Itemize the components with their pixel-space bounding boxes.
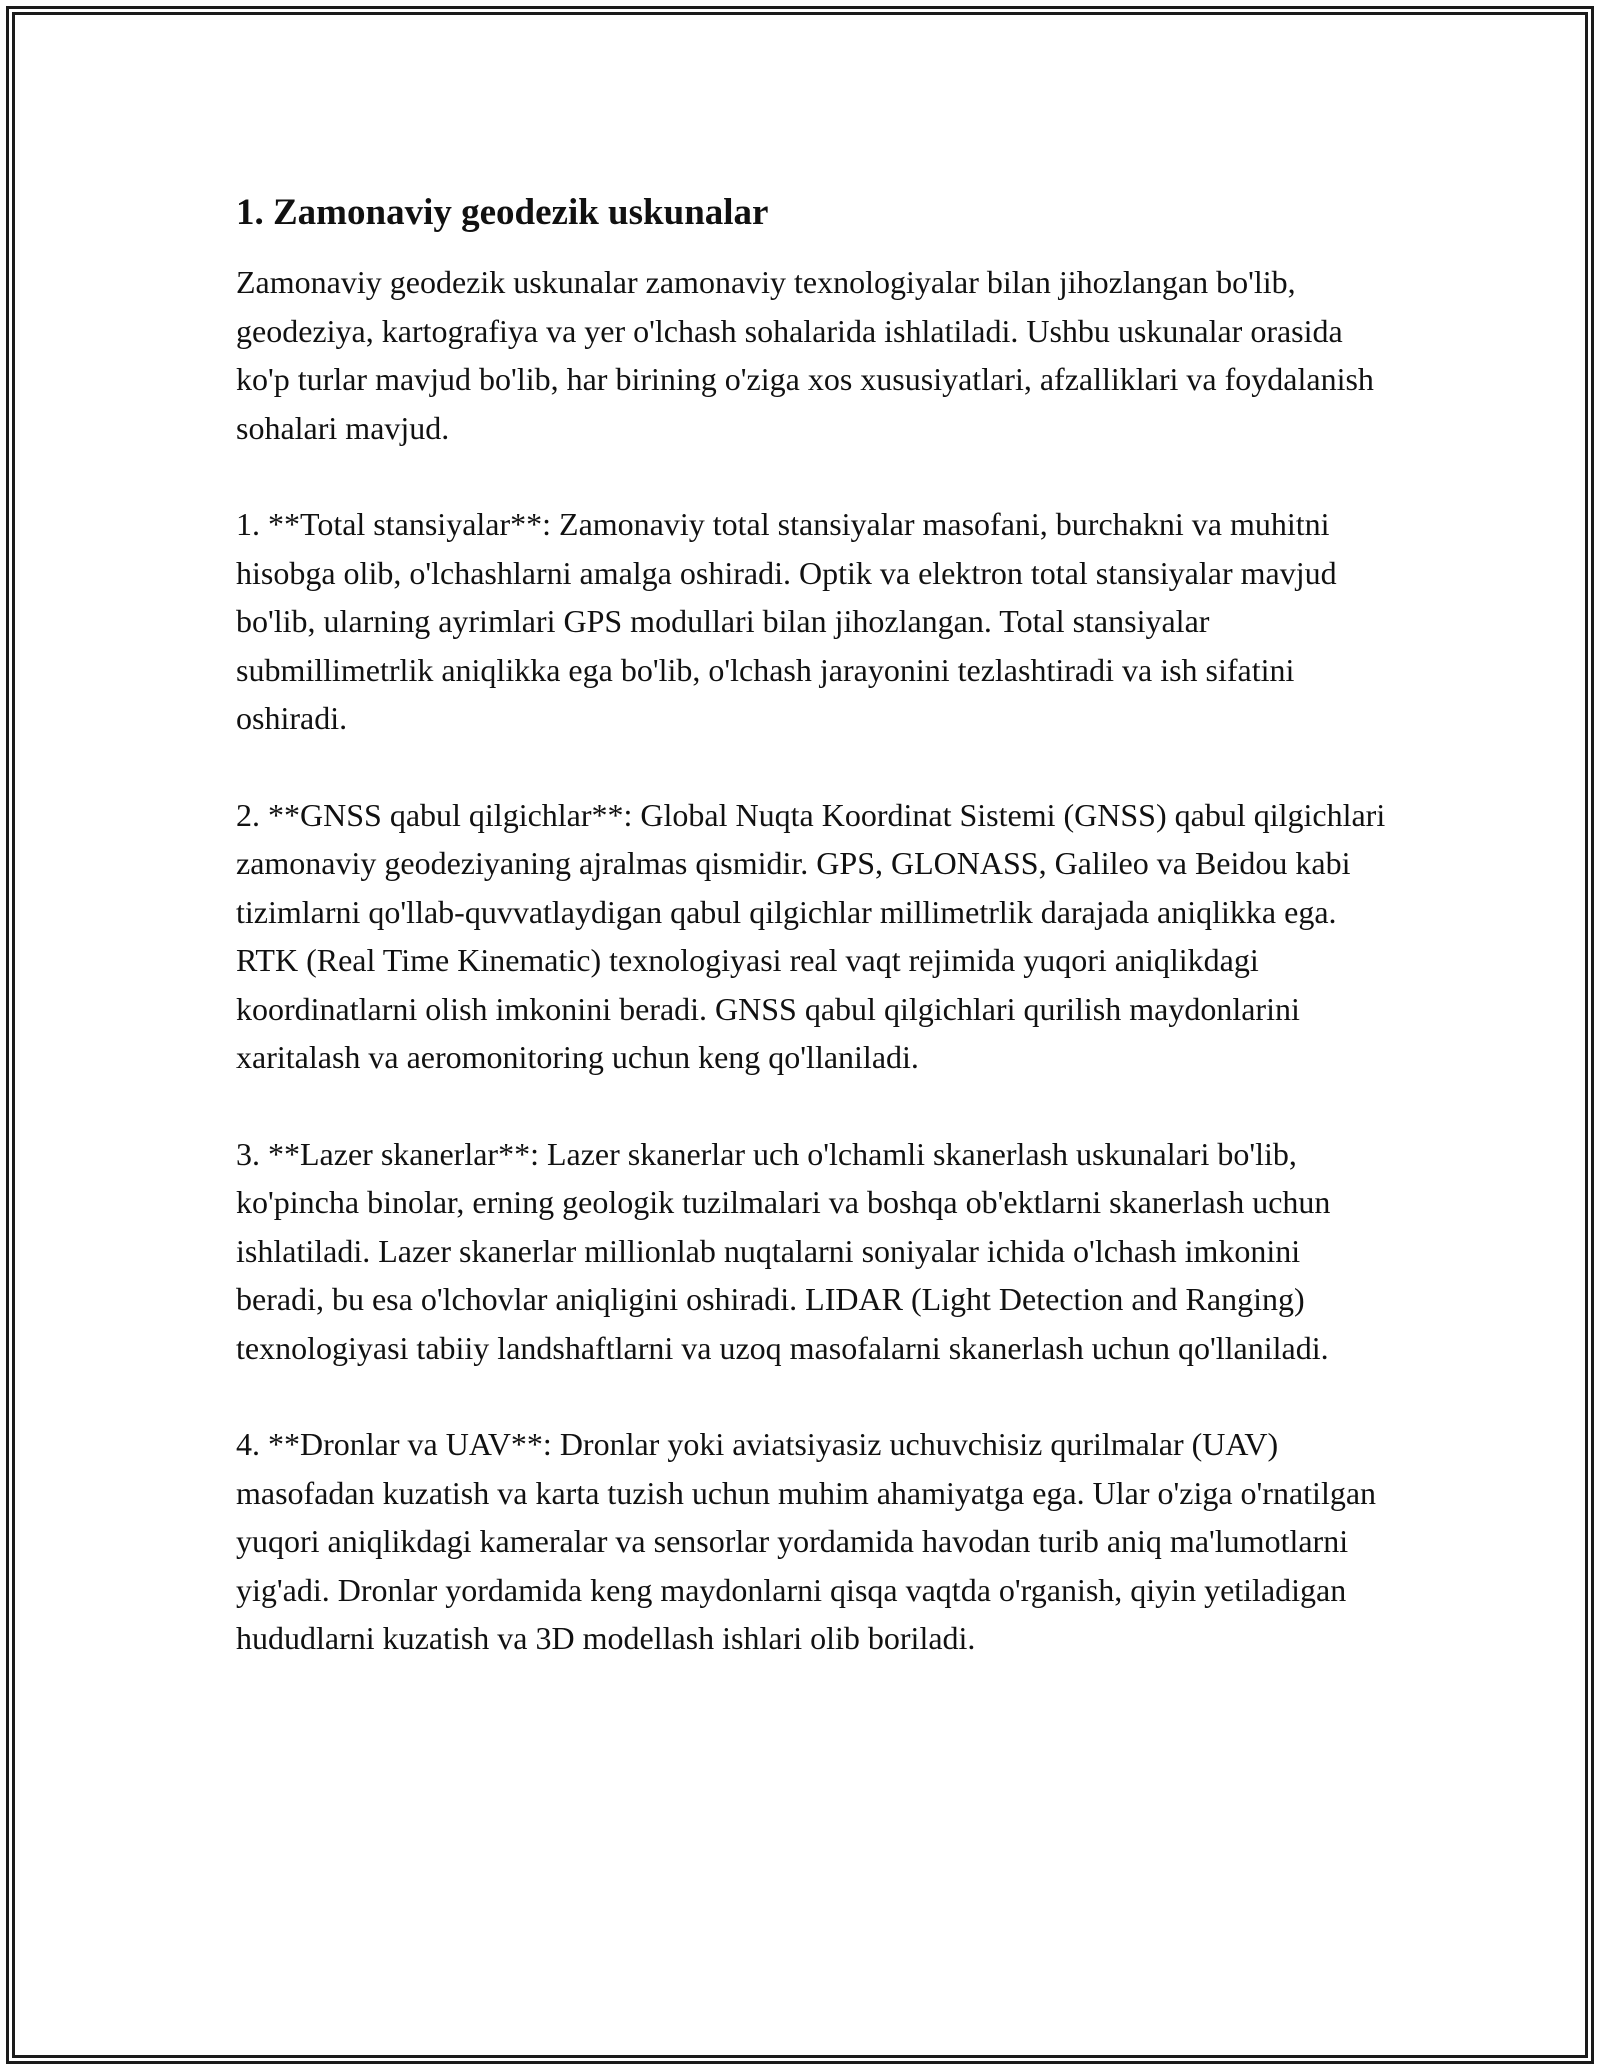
gnss-receivers-paragraph: 2. **GNSS qabul qilgichlar**: Global Nuqta Koordinat Sistemi (GNSS) qabul qilgichlari zamonaviy geodeziyaning ajralmas qismidir. GPS, GLONASS, Galileo va Beidou kabi tizimlarni qo'llab-quvvatlaydigan qabul qilgichlar millimetrlik darajada aniqlikka ega. RTK (Real Time Kinematic) texnologiyasi real vaqt rejimida yuqori aniqlikdagi koordinatlarni olish imkonini beradi. GNSS qabul qilgichlari qurilish maydonlarini xaritalash va aeromonitoring uchun keng qo'llaniladi.	[236, 796, 1386, 1075]
intro-paragraph: Zamonaviy geodezik uskunalar zamonaviy texnologiyalar bilan jihozlangan bo'lib, geodeziya, kartografiya va yer o'lchash sohalarida ishlatiladi. Ushbu uskunalar orasida ko'p turlar mavjud bo'lib, har birining o'ziga xos xususiyatlari, afzalliklari va foydalanish sohalari mavjud.	[236, 264, 1374, 446]
drones-uav-paragraph: 4. **Dronlar va UAV**: Dronlar yoki aviatsiyasiz uchuvchisiz qurilmalar (UAV) masofadan kuzatish va karta tuzish uchun muhim ahamiyatga ega. Ular o'ziga o'rnatilgan yuqori aniqlikdagi kameralar va sensorlar yordamida havodan turib aniq ma'lumotlarni yig'adi. Dronlar yordamida keng maydonlarni qisqa vaqtda o'rganish, qiyin yetiladigan hududlarni kuzatish va 3D modellash ishlari olib boriladi.	[236, 1426, 1377, 1656]
laser-scanners-paragraph: 3. **Lazer skanerlar**: Lazer skanerlar uch o'lchamli skanerlash uskunalari bo'lib, ko'pincha binolar, erning geologik tuzilmalari va boshqa ob'ektlarni skanerlash uchun ishlatiladi. Lazer skanerlar millionlab nuqtalarni soniyalar ichida o'lchash imkonini beradi, bu esa o'lchovlar aniqligini oshiradi. LIDAR (Light Detection and Ranging) texnologiyasi tabiiy landshaftlarni va uzoq masofalarni skanerlash uchun qo'llaniladi.	[236, 1135, 1331, 1366]
document-title: 1. Zamonaviy geodezik uskunalar	[236, 192, 769, 233]
document-body	[236, 186, 1386, 1663]
total-stations-paragraph: 1. **Total stansiyalar**: Zamonaviy total stansiyalar masofani, burchakni va muhitni hisobga olib, o'lchashlarni amalga oshiradi. Optik va elektron total stansiyalar mavjud bo'lib, ularning ayrimlari GPS modullari bilan jihozlangan. Total stansiyalar submillimetrlik aniqlikka ega bo'lib, o'lchash jarayonini tezlashtiradi va ish sifatini oshiradi.	[236, 506, 1337, 736]
